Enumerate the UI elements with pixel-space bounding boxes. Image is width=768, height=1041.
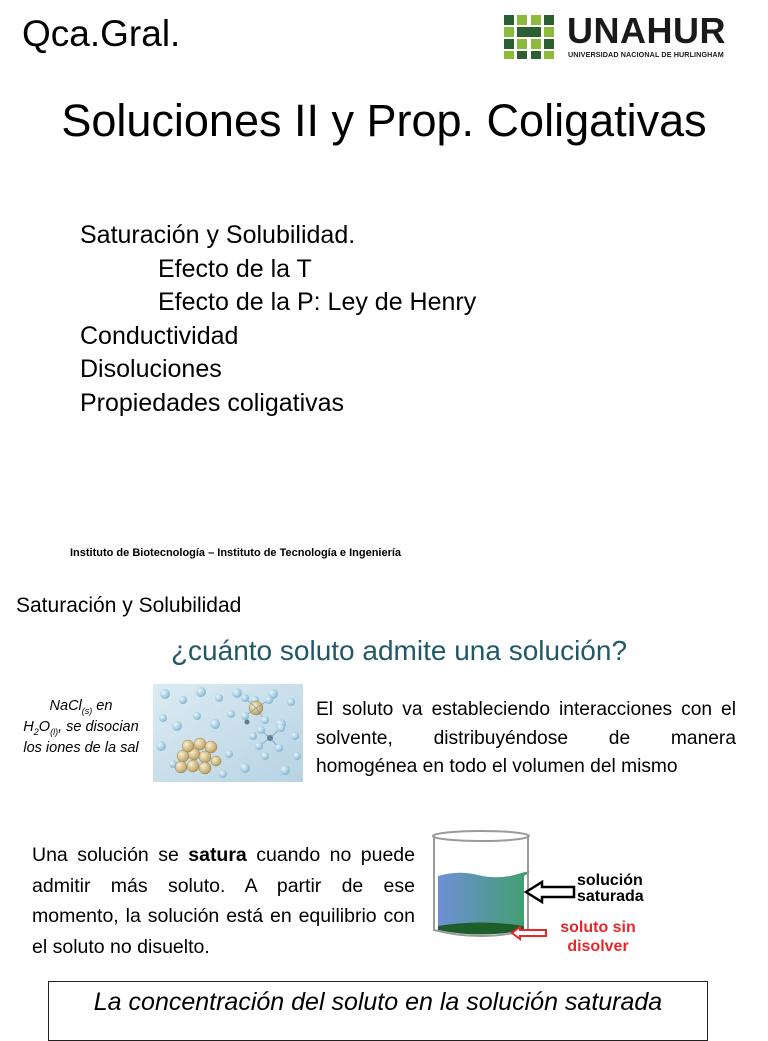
dissolution-illustration (153, 684, 303, 782)
topic-item: Conductividad (80, 321, 239, 350)
water-formula-o: O (38, 719, 51, 735)
nacl-caption (18, 696, 144, 759)
undissolved-label-line2: disolver (567, 938, 629, 955)
logo-subtitle: UNIVERSIDAD NACIONAL DE HURLINGHAM (568, 50, 724, 59)
institute-footer: Instituto de Biotecnología – Instituto de Tecnología e Ingeniería (70, 547, 402, 559)
course-label: Qca.Gral. (22, 13, 181, 54)
topic-list (80, 219, 476, 421)
saturation-paragraph (32, 840, 415, 962)
saturation-keyword: satura (188, 844, 247, 866)
conclusion-text: La concentración del soluto en la solución saturada (93, 988, 663, 1016)
unahur-emblem-icon (503, 14, 555, 60)
logo-wordmark: UNAHUR (567, 10, 726, 51)
topic-item: Disoluciones (80, 355, 222, 384)
water-state: (l) (50, 726, 59, 737)
section-title: Saturación y Solubilidad (16, 594, 242, 617)
topic-subitem: Efecto de la T (158, 254, 312, 283)
unahur-logo (503, 10, 748, 61)
saturated-label-line2: saturada (577, 888, 644, 905)
saturated-solution-beaker-figure (428, 826, 658, 961)
question-heading: ¿cuánto soluto admite una solución? (170, 635, 628, 666)
nacl-state: (s) (81, 705, 93, 716)
caption-rest: , se disocian los iones de la sal (23, 719, 139, 756)
nacl-dissolution-image (153, 684, 303, 782)
saturation-text-before: Una solución se (32, 844, 189, 866)
undissolved-label-line1: soluto sin (560, 919, 636, 936)
topic-subitem: Efecto de la P: Ley de Henry (158, 288, 477, 317)
water-formula-h: H (23, 719, 34, 735)
water-subscript: 2 (33, 726, 39, 737)
interaction-paragraph: El soluto va estableciendo interacciones con el solvente, distribuyéndose de manera homogénea en todo el volumen del mismo (316, 699, 736, 777)
slide-title: Soluciones II y Prop. Coligativas (61, 95, 707, 146)
caption-word: en (92, 698, 113, 714)
saturation-text-after: cuando no puede admitir más soluto. A partir de ese momento, la solución está en equilibrio con el soluto no disuelto. (32, 844, 415, 958)
topic-item: Saturación y Solubilidad. (80, 221, 356, 249)
topic-item: Propiedades coligativas (80, 388, 345, 417)
nacl-formula: NaCl (49, 698, 82, 714)
conclusion-box (48, 981, 708, 1041)
saturated-label-line1: solución (577, 872, 643, 889)
